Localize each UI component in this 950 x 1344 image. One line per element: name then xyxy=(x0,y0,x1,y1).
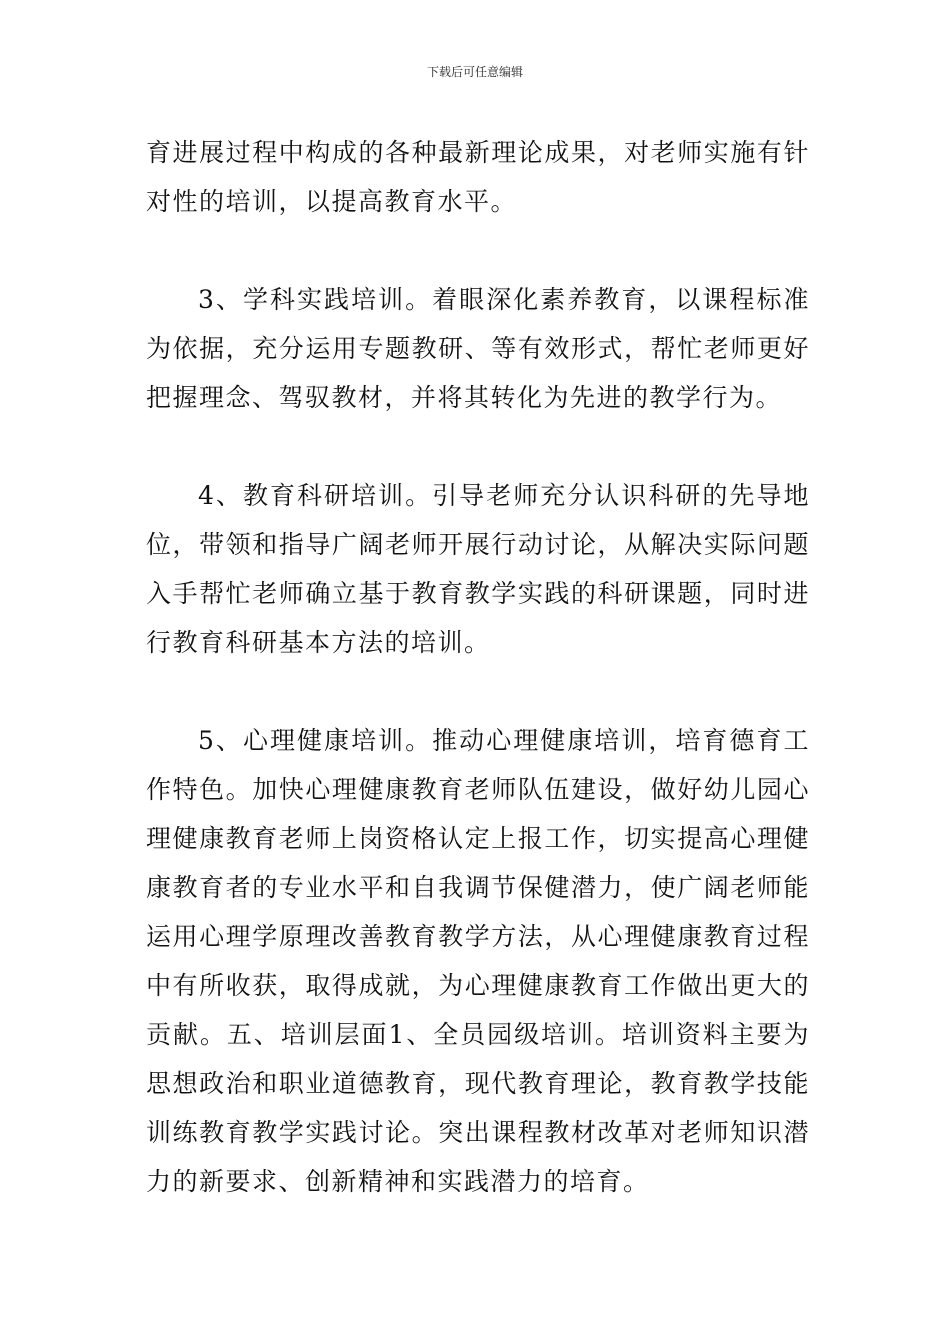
paragraph-gap xyxy=(146,226,810,275)
paragraph-research-training: 4、教育科研培训。引导老师充分认识科研的先导地位，带领和指导广阔老师开展行动讨论，从解决实际问题入手帮忙老师确立基于教育教学实践的科研课题，同时进行教育科研基本方法的培训。 xyxy=(146,481,810,657)
paragraph-subject-practice: 3、学科实践培训。着眼深化素养教育，以课程标准为依据，充分运用专题教研、等有效形式，帮忙老师更好把握理念、驾驭教材，并将其转化为先进的教学行为。 xyxy=(146,285,810,412)
paragraph-gap xyxy=(146,422,810,471)
document-body xyxy=(146,128,810,1206)
paragraph-gap xyxy=(146,667,810,716)
page-header: 下载后可任意编辑 xyxy=(426,65,523,79)
paragraph-mental-health: 5、心理健康培训。推动心理健康培训，培育德育工作特色。加快心理健康教育老师队伍建设，做好幼儿园心理健康教育老师上岗资格认定上报工作，切实提高心理健康教育者的专业水平和自我调节保健潜力，使广阔老师能运用心理学原理改善教育教学方法，从心理健康教育过程中有所收获，取得成就，为心理健康教育工作做出更大的贡献。五、培训层面1、全员园级培训。培训资料主要为思想政治和职业道德教育，现代教育理论，教育教学技能训练教育教学实践讨论。突出课程教材改革对老师知识潜力的新要求、创新精神和实践潜力的培育。 xyxy=(146,726,810,1196)
paragraph-continuation: 育进展过程中构成的各种最新理论成果，对老师实施有针对性的培训，以提高教育水平。 xyxy=(146,138,810,216)
